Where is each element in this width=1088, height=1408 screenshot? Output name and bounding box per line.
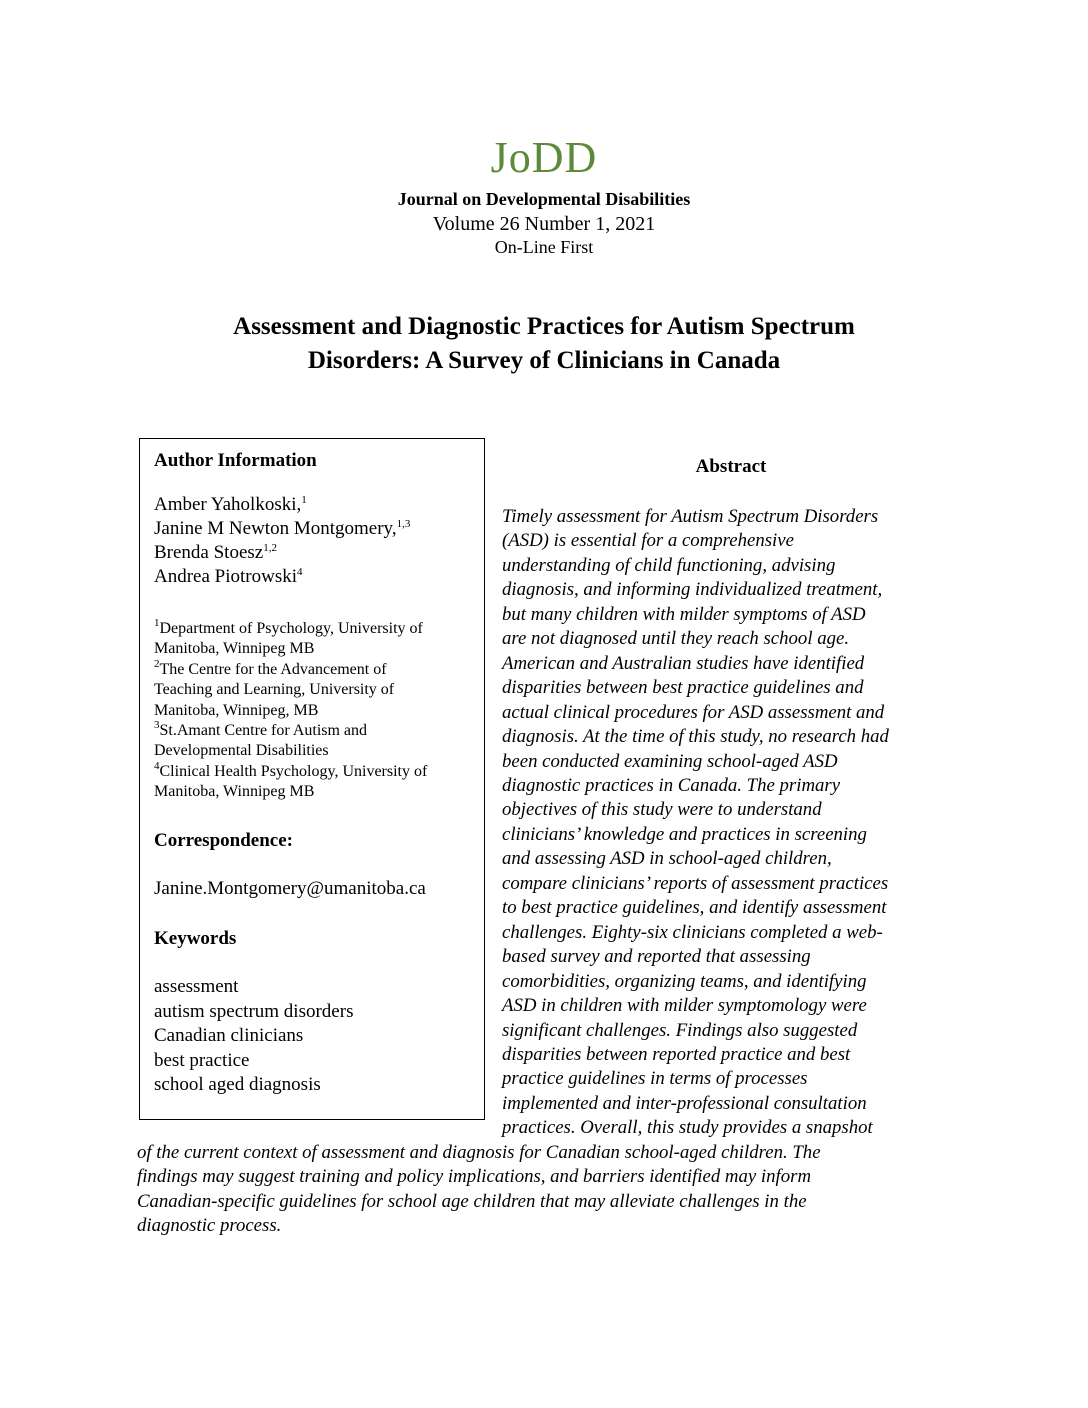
affiliation: $^4$Clinical Health Psychology, University of Manitoba, Winnipeg MB [154, 759, 428, 801]
journal-name: Journal on Developmental Disabilities [397, 189, 691, 209]
author-info-heading: Author Information [154, 450, 317, 471]
abstract-line: challenges. Eighty-six clinicians completed a web- [502, 921, 883, 943]
abstract-line: (ASD) is essential for a comprehensive [502, 530, 794, 552]
keywords-heading: Keywords [154, 928, 237, 949]
keyword-list [154, 975, 353, 1098]
affiliation: $^3$St.Amant Centre for Autism and Developmental Disabilities [154, 719, 368, 760]
author-information-box [139, 438, 485, 1120]
author-name: Andrea Piotrowski$^4$ [154, 566, 303, 587]
keyword: school aged diagnosis [154, 1074, 321, 1096]
keyword: assessment [154, 976, 239, 997]
article-title [100, 310, 988, 378]
abstract-line: and assessing ASD in school-aged children, [502, 848, 832, 870]
abstract-body [502, 505, 889, 1141]
correspondence-email[interactable]: Janine.Montgomery@umanitoba.ca [154, 878, 426, 899]
abstract-line: Timely assessment for Autism Spectrum Disorders [502, 506, 879, 527]
abstract-line: are not diagnosed until they reach school age. [502, 628, 850, 650]
author-list [154, 493, 410, 589]
journal-logo: JoDD [490, 133, 598, 182]
abstract-line: understanding of child functioning, advising [502, 554, 836, 576]
keyword: autism spectrum disorders [154, 1000, 354, 1022]
abstract-line: compare clinicians’ reports of assessment practices [502, 872, 889, 894]
abstract-line: American and Australian studies have identified [502, 652, 865, 674]
abstract-line: diagnostic practices in Canada. The primary [502, 774, 841, 796]
abstract-line: significant challenges. Findings also suggested [502, 1019, 858, 1041]
abstract-line: to best practice guidelines, and identify assessment [502, 897, 887, 919]
affiliation: $^2$The Centre for the Advancement of Teaching and Learning, University of Manitoba, Winnipeg, MB [154, 657, 395, 719]
abstract-line: objectives of this study were to understand [502, 799, 822, 821]
correspondence-heading: Correspondence: [154, 830, 293, 851]
abstract-line: diagnostic process. [137, 1215, 282, 1237]
abstract-line: actual clinical procedures for ASD assessment and [502, 701, 885, 723]
author-name: Janine M Newton Montgomery,$^{1,3}$ [154, 518, 411, 539]
author-name: Brenda Stoesz$^{1,2}$ [154, 542, 277, 563]
abstract-line: ASD in children with milder symptomology were [502, 995, 867, 1017]
abstract-line: practices. Overall, this study provides a snapshot [502, 1117, 873, 1139]
publication-status: On-Line First [494, 237, 594, 257]
abstract-line: based survey and reported that assessing [502, 946, 811, 968]
title-line: Assessment and Diagnostic Practices for Autism Spectrum [233, 313, 855, 340]
affiliation: $^1$Department of Psychology, University of Manitoba, Winnipeg MB [154, 617, 423, 658]
abstract-line: been conducted examining school-aged ASD [502, 750, 838, 772]
abstract-line: disparities between best practice guidelines and [502, 677, 864, 699]
abstract-heading: Abstract [695, 456, 767, 477]
abstract-line: comorbidities, organizing teams, and identifying [502, 970, 867, 992]
abstract-body-continued [137, 1141, 821, 1239]
author-name: Amber Yaholkoski,$^1$ [154, 494, 307, 515]
abstract-line: diagnosis. At the time of this study, no research had [502, 726, 889, 748]
keyword: Canadian clinicians [154, 1025, 304, 1047]
abstract-line: practice guidelines in terms of processes [502, 1068, 808, 1090]
abstract-line: disparities between reported practice and best [502, 1043, 851, 1065]
abstract-line: findings may suggest training and policy implications, and barriers identified may inform [137, 1166, 812, 1188]
abstract-line: but many children with milder symptoms of ASD [502, 603, 866, 625]
abstract-line: of the current context of assessment and diagnosis for Canadian school-aged children. The [137, 1142, 821, 1163]
abstract-line: implemented and inter-professional consultation [502, 1092, 867, 1114]
affiliation-list [154, 619, 474, 803]
volume-info: Volume 26 Number 1, 2021 [432, 213, 656, 235]
title-line: Disorders: A Survey of Clinicians in Canada [307, 347, 781, 374]
abstract-line: clinicians’ knowledge and practices in screening [502, 823, 867, 845]
abstract-line: Canadian-specific guidelines for school age children that may alleviate challenges in the [137, 1190, 807, 1212]
abstract-line: diagnosis, and informing individualized treatment, [502, 579, 883, 601]
keyword: best practice [154, 1049, 250, 1071]
